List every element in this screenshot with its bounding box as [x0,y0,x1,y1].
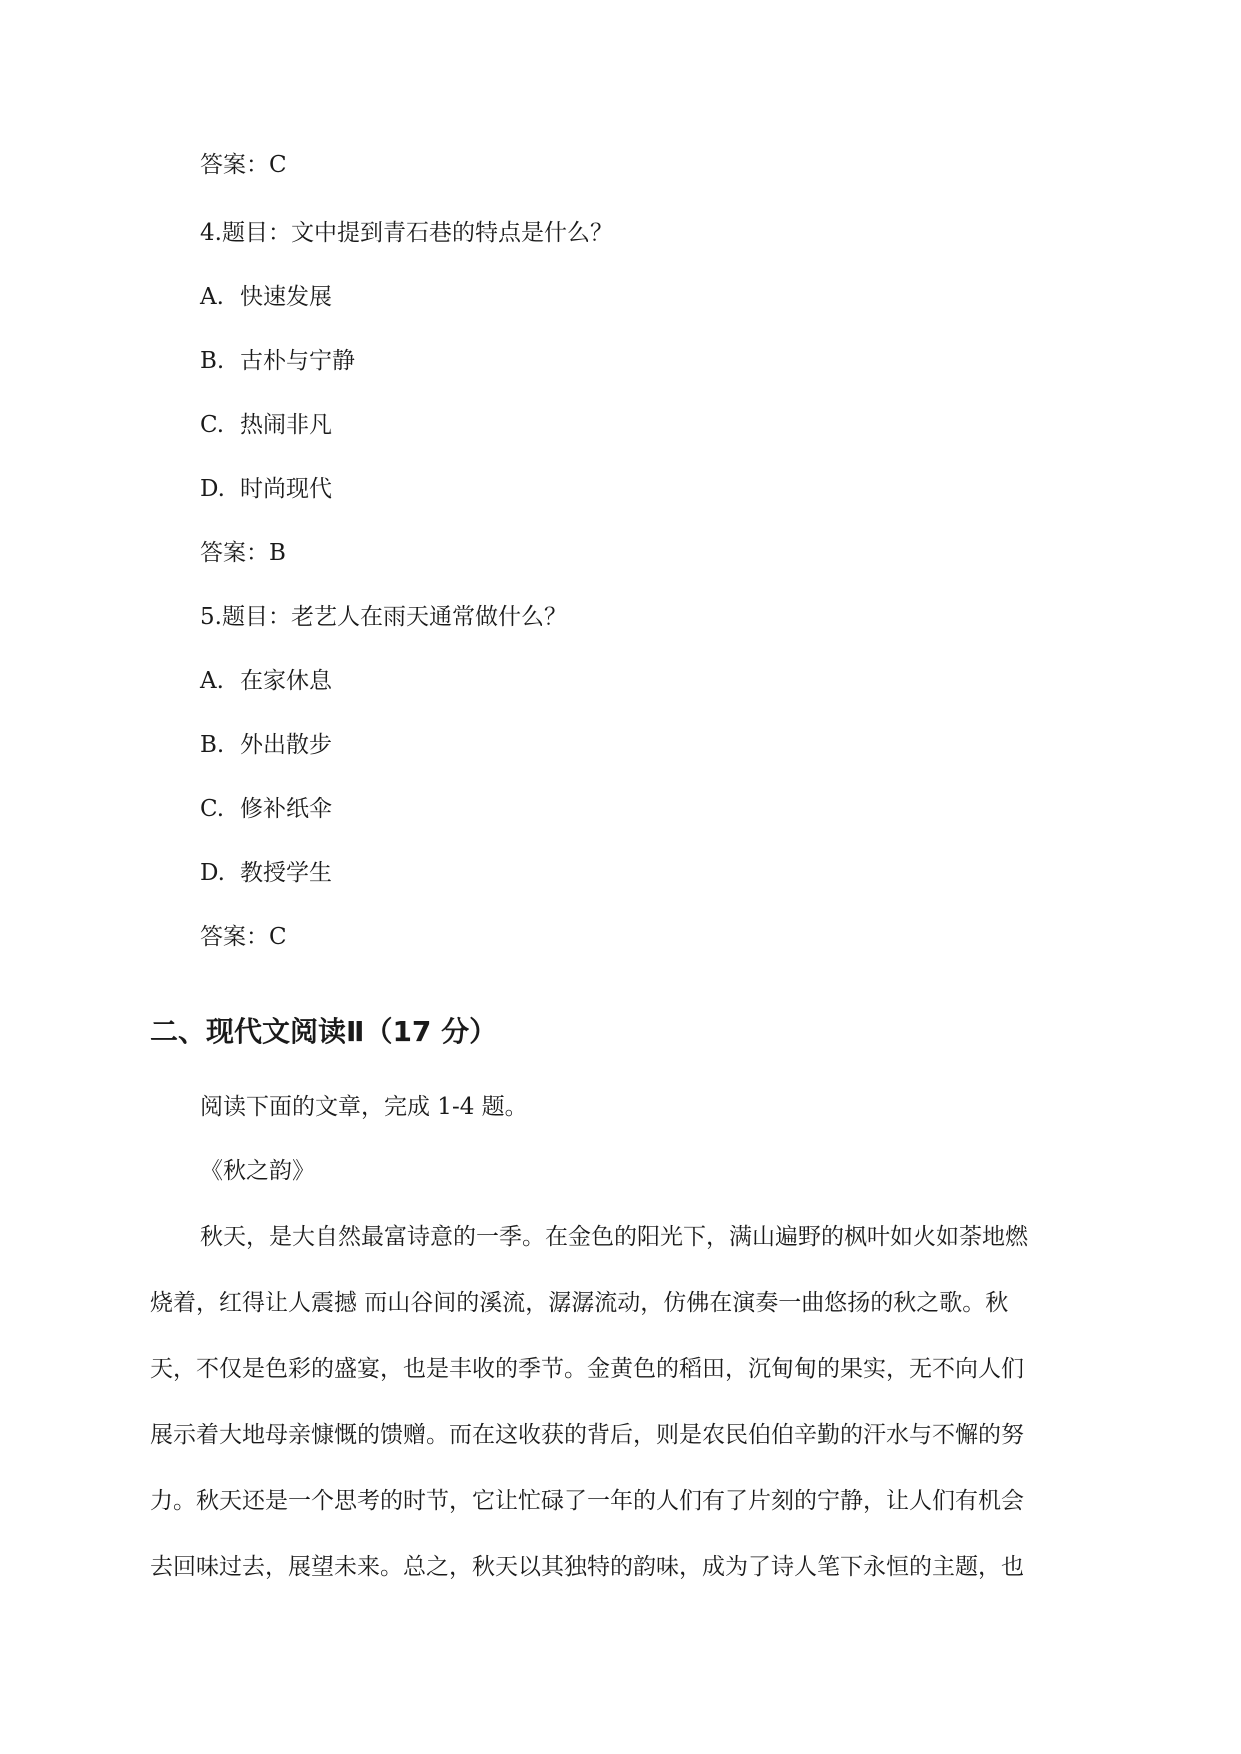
option-text: 修补纸伞 [240,796,332,822]
option-letter: C. [200,412,225,438]
q5-option-a [200,666,332,696]
article-line-6: 去回味过去，展望未来。总之，秋天以其独特的韵味，成为了诗人笔下永恒的主题，也 [150,1554,1024,1580]
option-text: 时尚现代 [240,476,332,502]
article-line-4: 展示着大地母亲慷慨的馈赠。而在这收获的背后，则是农民伯伯辛勤的汗水与不懈的努 [150,1422,1024,1448]
q4-option-a [200,282,332,312]
q5-option-d [200,858,332,888]
option-text: 快速发展 [240,284,332,310]
article-line-2: 烧着，红得让人震撼 而山谷间的溪流，潺潺流动，仿佛在演奏一曲悠扬的秋之歌。秋 [150,1290,1009,1316]
option-text: 外出散步 [240,732,332,758]
q4-option-c [200,410,332,440]
option-letter: D. [200,476,225,502]
q5-option-c [200,794,332,824]
q4-option-d [200,474,332,504]
q4-answer: 答案：B [200,540,286,566]
q5-stem: 5.题目：老艺人在雨天通常做什么？ [200,604,567,630]
option-text: 热闹非凡 [240,412,332,438]
option-letter: C. [200,796,225,822]
reading-instruction: 阅读下面的文章，完成 1-4 题。 [200,1094,528,1120]
q5-option-b [200,730,332,760]
option-text: 教授学生 [240,860,332,886]
option-letter: A. [200,668,224,694]
option-letter: D. [200,860,225,886]
option-text: 在家休息 [240,668,332,694]
option-letter: B. [200,348,225,374]
section-heading: 二、现代文阅读Ⅱ（17 分） [150,1015,498,1048]
article-title: 《秋之韵》 [200,1158,315,1184]
article-line-3: 天，不仅是色彩的盛宴，也是丰收的季节。金黄色的稻田，沉甸甸的果实，无不向人们 [150,1356,1024,1382]
option-letter: A. [200,284,224,310]
option-letter: B. [200,732,225,758]
option-text: 古朴与宁静 [240,348,355,374]
article-line-1: 秋天，是大自然最富诗意的一季。在金色的阳光下，满山遍野的枫叶如火如荼地燃 [200,1224,1028,1250]
q4-stem: 4.题目：文中提到青石巷的特点是什么？ [200,220,613,246]
article-line-5: 力。秋天还是一个思考的时节，它让忙碌了一年的人们有了片刻的宁静，让人们有机会 [150,1488,1024,1514]
q3-answer: 答案：C [200,152,287,178]
q5-answer: 答案：C [200,924,287,950]
q4-option-b [200,346,355,376]
